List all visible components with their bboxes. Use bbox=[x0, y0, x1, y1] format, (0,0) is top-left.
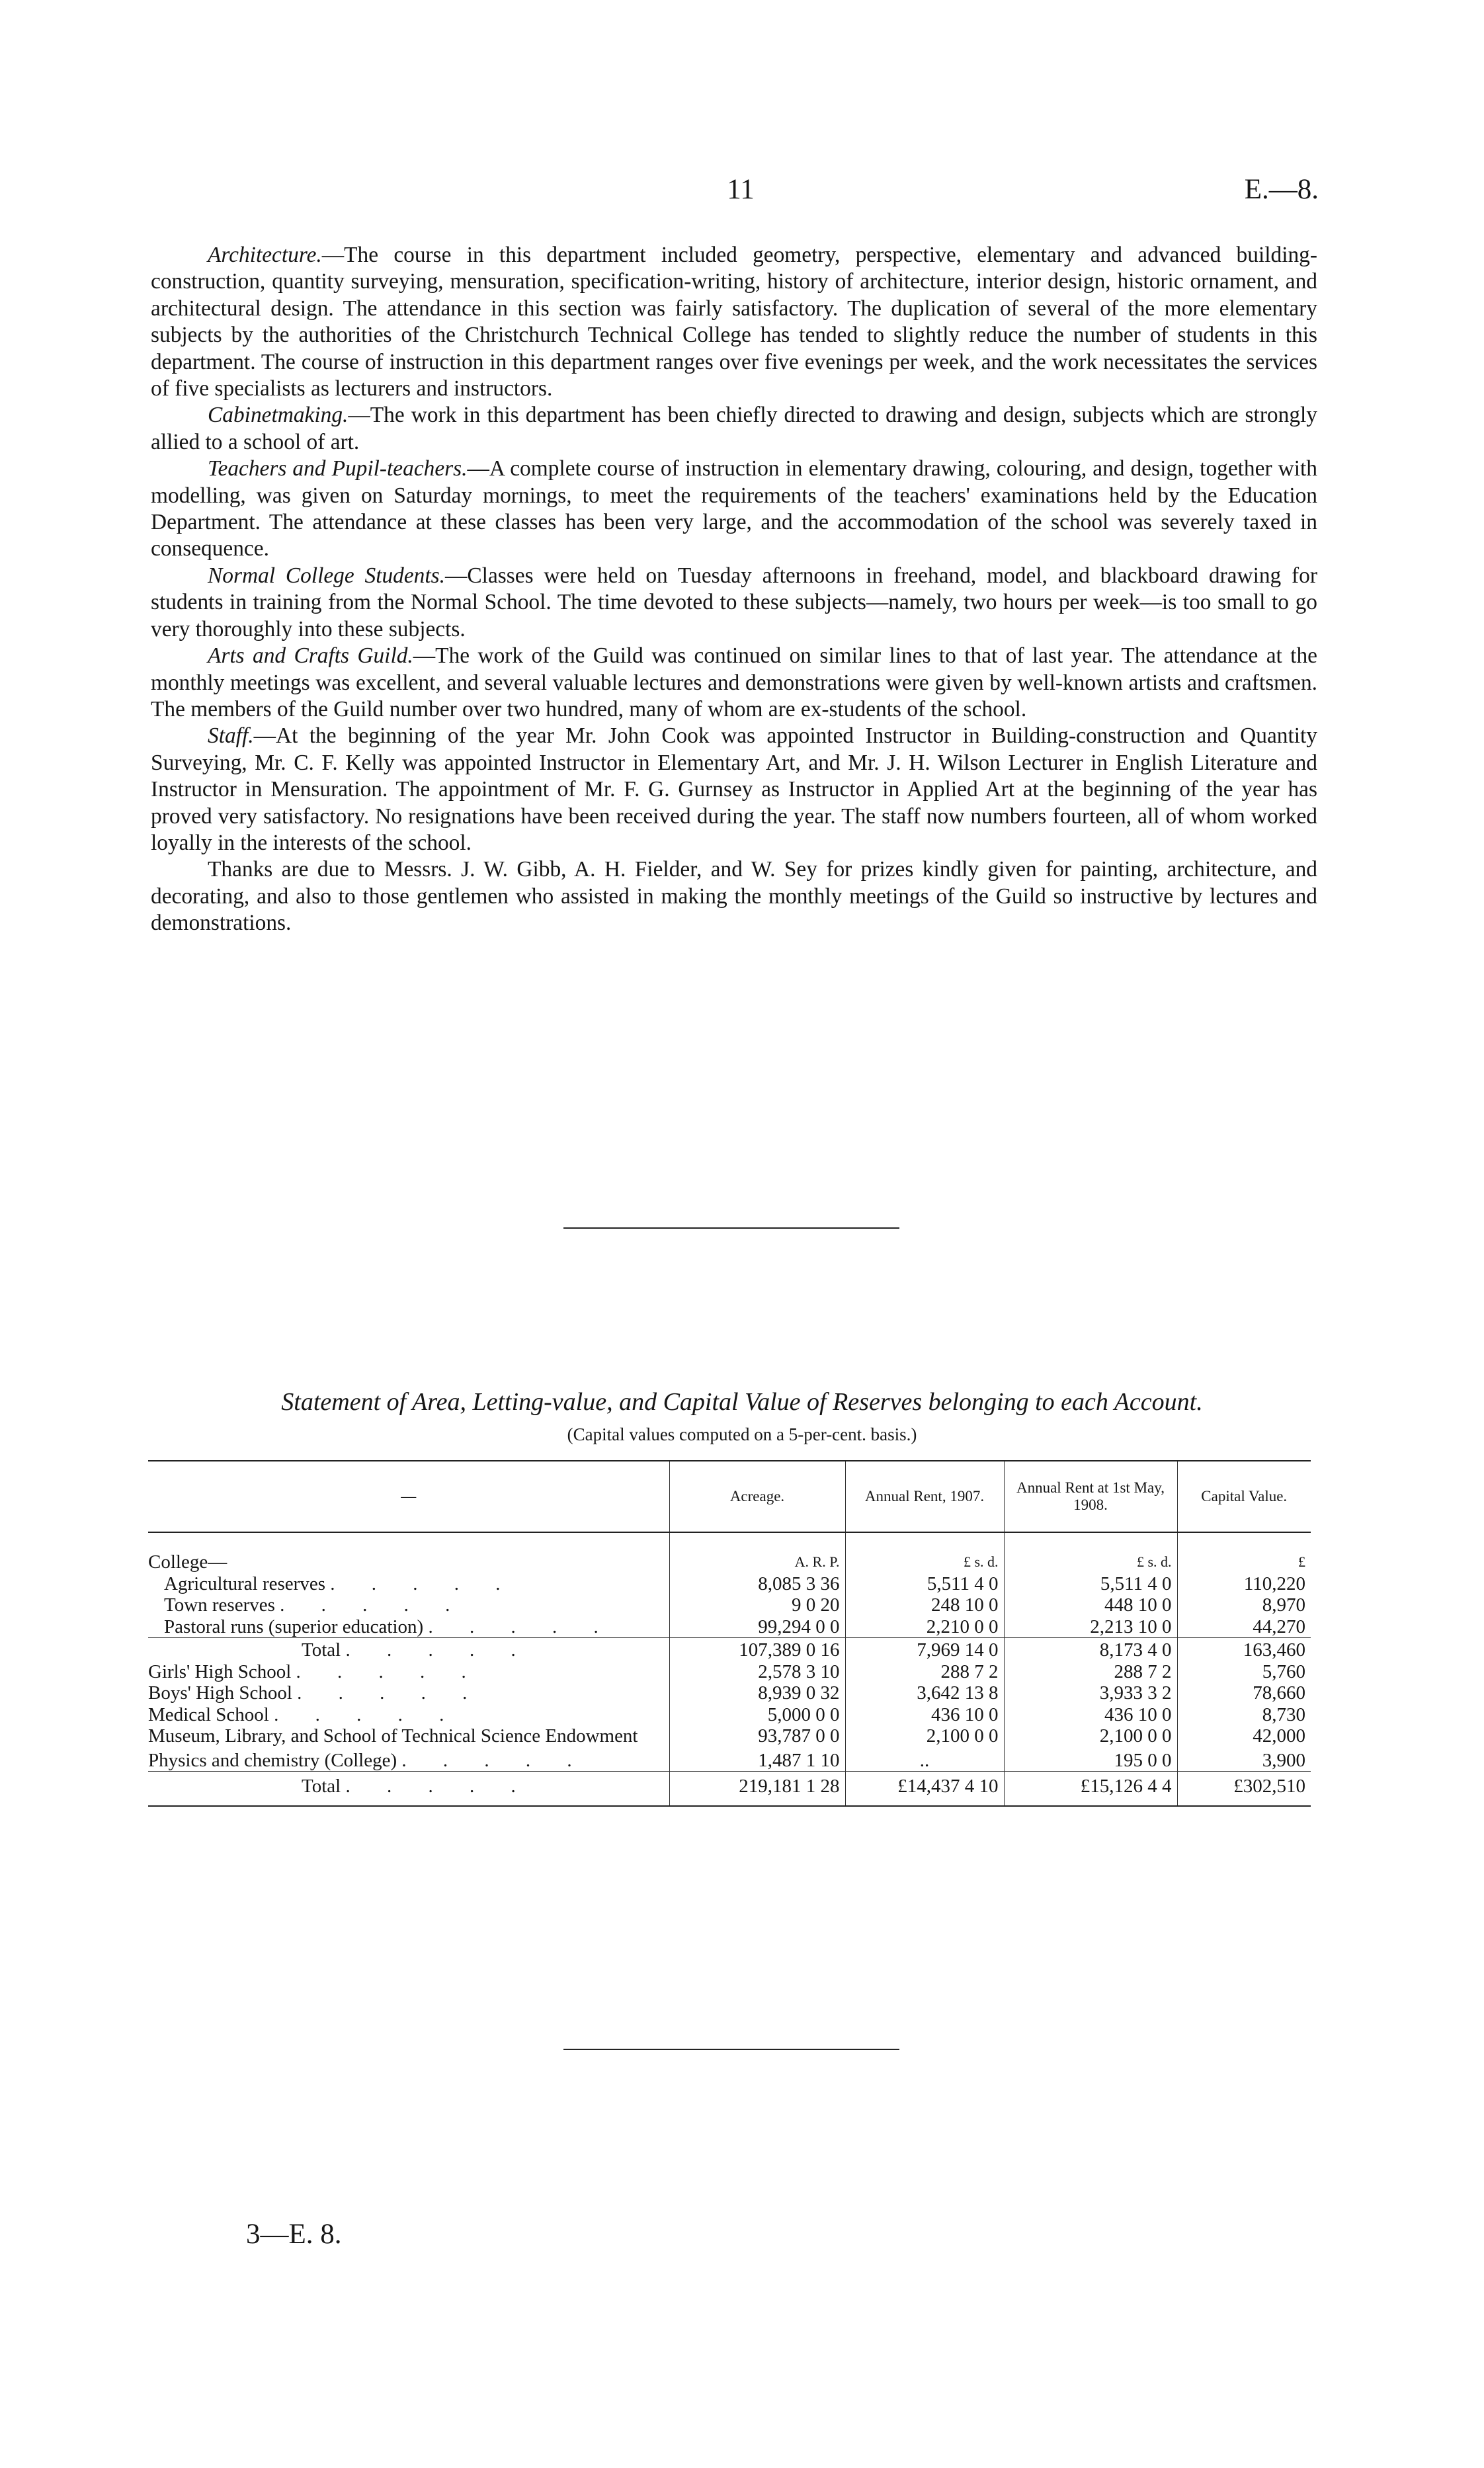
row-label: Medical School . . . . . bbox=[148, 1704, 460, 1725]
cell-rent-1908: 5,511 4 0 bbox=[1004, 1573, 1177, 1595]
column-header: Annual Rent, 1907. bbox=[845, 1461, 1004, 1532]
section-divider bbox=[563, 1227, 899, 1229]
paragraph-text: —At the beginning of the year Mr. John Cook was appointed Instructor in Building-construction and Quantity Surveying, Mr. C. F. Kelly was appointed Instructor in Elementary Art, and Mr. J. H. Wilson Lecturer in English Literature and Instructor in Mensuration. The appointment of Mr. F. G. Gurnsey as Instructor in Applied Art at the beginning of the year has proved very satisfactory. No resignations have been received during the year. The staff now numbers fourteen, all of whom worked loyally in the interests of the school. bbox=[151, 723, 1317, 855]
table-row bbox=[148, 1573, 1311, 1595]
cell-rent-1908: 3,933 3 2 bbox=[1004, 1682, 1177, 1704]
cell-capital: 78,660 bbox=[1177, 1682, 1311, 1704]
cell-acreage: 8,085 3 36 bbox=[669, 1573, 845, 1595]
paragraph-lead: Arts and Crafts Guild. bbox=[208, 643, 413, 669]
cell-rent-1907: 2,100 0 0 bbox=[845, 1725, 1004, 1747]
cell-acreage: 99,294 0 0 bbox=[669, 1616, 845, 1638]
grand-total-row bbox=[148, 1772, 1311, 1806]
cell-rent-1908: 448 10 0 bbox=[1004, 1594, 1177, 1616]
cell-acreage: 107,389 0 16 bbox=[669, 1638, 845, 1661]
cell-capital: 5,760 bbox=[1177, 1661, 1311, 1683]
paragraph-guild bbox=[151, 643, 1317, 723]
cell-acreage: 219,181 1 28 bbox=[669, 1772, 845, 1806]
table-row bbox=[148, 1704, 1311, 1726]
paragraph-thanks bbox=[151, 856, 1317, 936]
document-reference: E.—8. bbox=[1244, 174, 1319, 205]
cell-rent-1908: 195 0 0 bbox=[1004, 1747, 1177, 1772]
table-row bbox=[148, 1661, 1311, 1683]
cell-rent-1907: 5,511 4 0 bbox=[845, 1573, 1004, 1595]
cell-rent-1907: 7,969 14 0 bbox=[845, 1638, 1004, 1661]
table-header-row bbox=[148, 1461, 1311, 1532]
paragraph-lead: Teachers and Pupil-teachers. bbox=[208, 456, 468, 481]
unit-label: A. R. P. bbox=[669, 1551, 845, 1573]
paragraph-text: —Classes were held on Tuesday afternoons in freehand, model, and blackboard drawing for students in training from the Normal School. The time devoted to these subjects—namely, two hours per week—is too small to go very thoroughly into these subjects. bbox=[151, 563, 1317, 641]
cell-rent-1907: 2,210 0 0 bbox=[845, 1616, 1004, 1638]
cell-rent-1907: £14,437 4 10 bbox=[845, 1772, 1004, 1806]
cell-rent-1907: 248 10 0 bbox=[845, 1594, 1004, 1616]
row-label: Town reserves . . . . . bbox=[164, 1594, 466, 1616]
unit-label: £ s. d. bbox=[1004, 1551, 1177, 1573]
section-divider bbox=[563, 2049, 899, 2050]
table-row bbox=[148, 1725, 1311, 1747]
column-header: Annual Rent at 1st May, 1908. bbox=[1004, 1461, 1177, 1532]
cell-rent-1908: 288 7 2 bbox=[1004, 1661, 1177, 1683]
cell-capital: 110,220 bbox=[1177, 1573, 1311, 1595]
paragraph-text: —A complete course of instruction in elementary drawing, colouring, and design, together with modelling, was given on Saturday mornings, to meet the requirements of the teachers' examinations held by the Education Department. The attendance at these classes has been very large, and the accommodation of the school was severely taxed in consequence. bbox=[151, 456, 1317, 561]
cell-rent-1908: 2,213 10 0 bbox=[1004, 1616, 1177, 1638]
paragraph-lead: Cabinetmaking. bbox=[208, 403, 349, 428]
paragraph-lead: Staff. bbox=[208, 723, 254, 749]
college-total-row bbox=[148, 1638, 1311, 1661]
table-spacer bbox=[148, 1532, 1311, 1551]
cell-capital: 163,460 bbox=[1177, 1638, 1311, 1661]
paragraph-text: —The work of the Guild was continued on similar lines to that of last year. The attendance at the monthly meetings was excellent, and several valuable lectures and demonstrations were given by well-known artists and craftsmen. The members of the Guild number over two hundred, many of whom are ex-students of the school. bbox=[151, 643, 1317, 721]
paragraph-text: —The work in this department has been chiefly directed to drawing and design, subjects which are strongly allied to a school of art. bbox=[151, 403, 1317, 454]
cell-acreage: 8,939 0 32 bbox=[669, 1682, 845, 1704]
statement-title: Statement of Area, Letting-value, and Capital Value of Reserves belonging to each Account. bbox=[281, 1388, 1203, 1416]
paragraph-normal-college bbox=[151, 563, 1317, 643]
statement-subtitle: (Capital values computed on a 5-per-cent. basis.) bbox=[567, 1424, 917, 1444]
paragraph-lead: Normal College Students. bbox=[208, 563, 445, 588]
paragraph-staff bbox=[151, 723, 1317, 856]
table-row bbox=[148, 1551, 1311, 1573]
row-label: Physics and chemistry (College) . . . . . bbox=[148, 1749, 588, 1771]
table-row bbox=[148, 1616, 1311, 1638]
row-label: Boys' High School . . . . . bbox=[148, 1682, 483, 1704]
report-body bbox=[151, 242, 1317, 937]
unit-label: £ bbox=[1177, 1551, 1311, 1573]
cell-capital: 3,900 bbox=[1177, 1747, 1311, 1772]
table-row bbox=[148, 1594, 1311, 1616]
page-number: 11 bbox=[727, 174, 755, 205]
cell-capital: £302,510 bbox=[1177, 1772, 1311, 1806]
cell-acreage: 9 0 20 bbox=[669, 1594, 845, 1616]
cell-capital: 42,000 bbox=[1177, 1725, 1311, 1747]
cell-rent-1907: 288 7 2 bbox=[845, 1661, 1004, 1683]
paragraph-lead: Architecture. bbox=[208, 243, 322, 267]
row-label: Total . . . . . bbox=[148, 1638, 669, 1661]
column-header: Acreage. bbox=[669, 1461, 845, 1532]
cell-acreage: 93,787 0 0 bbox=[669, 1725, 845, 1747]
cell-capital: 8,730 bbox=[1177, 1704, 1311, 1726]
group-label: College— bbox=[148, 1551, 227, 1573]
row-label: Pastoral runs (superior education) . . . . . bbox=[164, 1616, 614, 1637]
cell-capital: 8,970 bbox=[1177, 1594, 1311, 1616]
paragraph-architecture bbox=[151, 242, 1317, 402]
reserves-table bbox=[148, 1460, 1311, 1807]
cell-acreage: 1,487 1 10 bbox=[669, 1747, 845, 1772]
row-label: Total . . . . . bbox=[148, 1772, 669, 1806]
footer-signature: 3—E. 8. bbox=[246, 2219, 342, 2250]
row-label: Girls' High School . . . . . bbox=[148, 1661, 482, 1682]
cell-rent-1908: 436 10 0 bbox=[1004, 1704, 1177, 1726]
paragraph-teachers bbox=[151, 456, 1317, 563]
table-row bbox=[148, 1682, 1311, 1704]
row-label: Museum, Library, and School of Technical Science Endowment bbox=[148, 1725, 638, 1747]
unit-label: £ s. d. bbox=[845, 1551, 1004, 1573]
column-header: — bbox=[148, 1461, 669, 1532]
paragraph-cabinetmaking bbox=[151, 402, 1317, 456]
cell-acreage: 2,578 3 10 bbox=[669, 1661, 845, 1683]
cell-rent-1908: 2,100 0 0 bbox=[1004, 1725, 1177, 1747]
cell-acreage: 5,000 0 0 bbox=[669, 1704, 845, 1726]
paragraph-text: —The course in this department included geometry, perspective, elementary and advanced building-construction, quantity surveying, mensuration, specification-writing, history of architecture, interior design, historic ornament, and architectural design. The attendance in this section was fairly satisfactory. The duplication of several of the more elementary subjects by the authorities of the Christchurch Technical College has tended to slightly reduce the number of students in this department. The course of instruction in this department ranges over five evenings per week, and the work necessitates the services of five specialists as lecturers and instructors. bbox=[151, 243, 1317, 401]
cell-rent-1908: £15,126 4 4 bbox=[1004, 1772, 1177, 1806]
table-row bbox=[148, 1747, 1311, 1772]
row-label: Agricultural reserves . . . . . bbox=[164, 1573, 516, 1594]
cell-rent-1907: .. bbox=[845, 1747, 1004, 1772]
cell-rent-1907: 436 10 0 bbox=[845, 1704, 1004, 1726]
cell-rent-1907: 3,642 13 8 bbox=[845, 1682, 1004, 1704]
paragraph-text: Thanks are due to Messrs. J. W. Gibb, A. H. Fielder, and W. Sey for prizes kindly given for painting, architecture, and decorating, and also to those gentlemen who assisted in making the monthly meetings of the Guild so instructive by lectures and demonstrations. bbox=[151, 857, 1317, 936]
cell-rent-1908: 8,173 4 0 bbox=[1004, 1638, 1177, 1661]
cell-capital: 44,270 bbox=[1177, 1616, 1311, 1638]
column-header: Capital Value. bbox=[1177, 1461, 1311, 1532]
